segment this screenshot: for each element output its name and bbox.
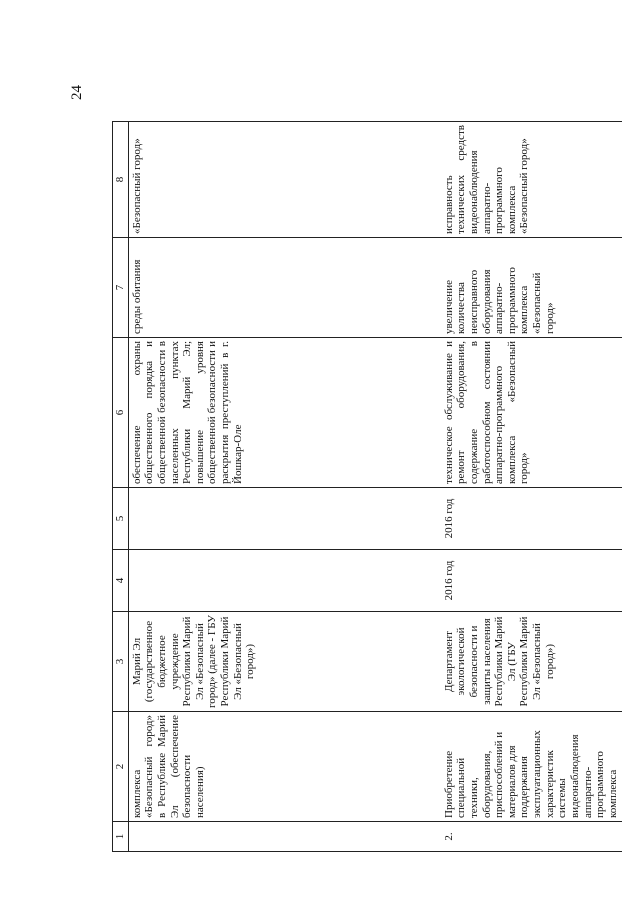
row-number: 2. (433, 822, 622, 852)
expected-result: техническое обслуживание и ремонт оборудования, содержание в работоспособном состоянии аппаратно-программного комплекса «Безопасный город» (433, 338, 622, 488)
row-number (128, 822, 433, 852)
indicator-link: «Безопасный город» (128, 122, 433, 238)
col-header-8: 8 (113, 122, 129, 238)
col-header-6: 6 (113, 338, 129, 488)
col-header-7: 7 (113, 238, 129, 338)
table-row (128, 122, 433, 852)
document-table-sheet (112, 122, 619, 852)
consequences: увеличение количества неисправного оборудования аппаратно-программного комплекса «Безопасный город» (433, 238, 622, 338)
col-header-2: 2 (113, 712, 129, 822)
measures-table (112, 121, 622, 852)
end-date (128, 488, 433, 550)
responsible-executor: Департамент экологической безопасности и защиты населения Республики Марий Эл (ГБУ Республики Марий Эл «Безопасный город») (433, 612, 622, 712)
indicator-link: исправность технических средств видеонаблюдения аппаратно-программного комплекса «Безопасный город» (433, 122, 622, 238)
col-header-3: 3 (113, 612, 129, 712)
page-number: 24 (69, 85, 85, 100)
measure-name: Приобретение специальной техники, оборудования, приспособлений и материалов для поддержания эксплуатационных характеристик системы видеонаблюдения аппаратно-программного комплекса (433, 712, 622, 822)
col-header-4: 4 (113, 550, 129, 612)
start-date (128, 550, 433, 612)
consequences: среды обитания (128, 238, 433, 338)
measure-name: комплекса «Безопасный город» в Республике Марий Эл (обеспечение безопасности населения) (128, 712, 433, 822)
col-header-5: 5 (113, 488, 129, 550)
col-header-1: 1 (113, 822, 129, 852)
end-date: 2016 год (433, 488, 622, 550)
expected-result: обеспечение охраны общественного порядка и общественной безопасности в населенных пунктах Республики Марий Эл; повышение уровня общественной безопасности и раскрытия преступлений в г. Йошкар-Оле (128, 338, 433, 488)
responsible-executor: Марий Эл (государственное бюджетное учреждение Республики Марий Эл «Безопасный город» (далее - ГБУ Республики Марий Эл «Безопасный город») (128, 612, 433, 712)
header-row (113, 122, 129, 852)
start-date: 2016 год (433, 550, 622, 612)
table-row (433, 122, 622, 852)
